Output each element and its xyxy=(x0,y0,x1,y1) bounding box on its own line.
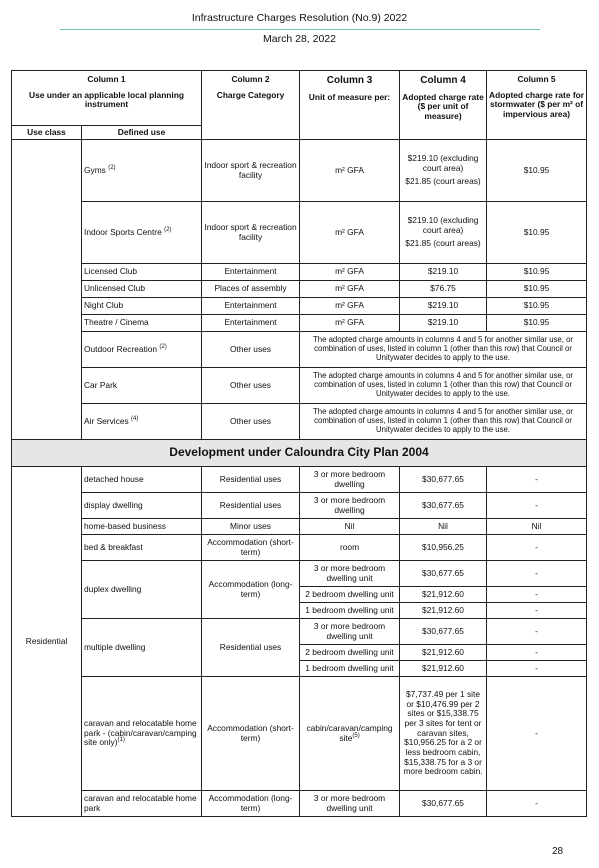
unit-cell: 3 or more bedroom dwelling xyxy=(300,467,400,493)
section-title: Development under Caloundra City Plan 2004 xyxy=(12,440,587,467)
rate-cell: $7,737.49 per 1 site or $10,476.99 per 2 sites or $15,338.75 per 3 sites for tent or caravan sites, $10,956.25 for a 2 or less bedroom cabin, $15,338.75 for a 3 or more bedroom cabin. xyxy=(400,677,487,791)
table-row xyxy=(12,140,587,202)
unit-cell: m² GFA xyxy=(300,264,400,281)
unit-cell: room xyxy=(300,535,400,561)
rate-cell: $21,912.60 xyxy=(400,661,487,677)
table-row xyxy=(12,519,587,535)
col3-title: Column 3 xyxy=(326,75,373,86)
document-header-title: Infrastructure Charges Resolution (No.9) 2022 xyxy=(191,12,408,24)
charge-category-cell: Accommodation (long-term) xyxy=(202,791,300,817)
unit-cell: m² GFA xyxy=(300,315,400,332)
charge-category-cell: Residential uses xyxy=(202,493,300,519)
col3-description: Unit of measure per: xyxy=(308,91,391,102)
defined-use-cell: caravan and relocatable home park xyxy=(82,791,202,817)
table-row xyxy=(12,332,587,368)
unit-cell: 2 bedroom dwelling unit xyxy=(300,645,400,661)
header-divider xyxy=(60,29,540,30)
defined-use-cell: display dwelling xyxy=(82,493,202,519)
rate-cell: $21,912.60 xyxy=(400,603,487,619)
defined-use-cell: home-based business xyxy=(82,519,202,535)
defined-use-cell: Licensed Club xyxy=(82,264,202,281)
table-row xyxy=(12,315,587,332)
rate-cell: $219.10 (excluding court area) $21.85 (court areas) xyxy=(400,140,487,202)
stormwater-rate-cell: - xyxy=(487,493,587,519)
table-row xyxy=(12,404,587,440)
table-row xyxy=(12,202,587,264)
defined-use-cell: bed & breakfast xyxy=(82,535,202,561)
rate-cell: $30,677.65 xyxy=(400,619,487,645)
stormwater-rate-cell: $10.95 xyxy=(487,298,587,315)
rate-cell: $21,912.60 xyxy=(400,587,487,603)
charge-category-cell: Residential uses xyxy=(202,619,300,677)
stormwater-rate-cell: $10.95 xyxy=(487,315,587,332)
stormwater-rate-cell: $10.95 xyxy=(487,140,587,202)
rate-cell: $76.75 xyxy=(400,281,487,298)
rate-cell: $10,956.25 xyxy=(400,535,487,561)
charge-category-cell: Minor uses xyxy=(202,519,300,535)
rate-cell: $21,912.60 xyxy=(400,645,487,661)
defined-use-cell: multiple dwelling xyxy=(82,619,202,677)
stormwater-rate-cell: - xyxy=(487,561,587,587)
table-row xyxy=(12,264,587,281)
charge-category-cell: Entertainment xyxy=(202,264,300,281)
col2-header xyxy=(202,71,300,140)
col1-description: Use under an applicable local planning instrument xyxy=(29,89,184,110)
note-cell: The adopted charge amounts in columns 4 and 5 for another similar use, or combination of uses, listed in column 1 (other than this row) that Council or Unitywater decides to apply to the use. xyxy=(300,368,587,404)
charge-category-cell: Entertainment xyxy=(202,298,300,315)
defined-use-header: Defined use xyxy=(82,126,202,140)
table-row xyxy=(12,281,587,298)
unit-cell: 3 or more bedroom dwelling unit xyxy=(300,561,400,587)
stormwater-rate-cell: $10.95 xyxy=(487,281,587,298)
charge-category-cell: Accommodation (short-term) xyxy=(202,535,300,561)
unit-cell: 3 or more bedroom dwelling unit xyxy=(300,791,400,817)
page-number: 28 xyxy=(552,846,564,857)
stormwater-rate-cell: $10.95 xyxy=(487,202,587,264)
unit-cell: cabin/caravan/camping site$^{(5)}$ xyxy=(300,677,400,791)
rate-cell: $219.10 xyxy=(400,315,487,332)
table-row xyxy=(12,535,587,561)
table-row xyxy=(12,561,587,587)
table-row xyxy=(12,493,587,519)
charge-category-cell: Other uses xyxy=(202,332,300,368)
unit-cell: 3 or more bedroom dwelling unit xyxy=(300,619,400,645)
col5-header xyxy=(487,71,587,140)
defined-use-cell: duplex dwelling xyxy=(82,561,202,619)
unit-cell: m² GFA xyxy=(300,140,400,202)
stormwater-rate-cell: - xyxy=(487,791,587,817)
note-cell: The adopted charge amounts in columns 4 and 5 for another similar use, or combination of uses, listed in column 1 (other than this row) that Council or Unitywater decides to apply to the use. xyxy=(300,404,587,440)
stormwater-rate-cell: - xyxy=(487,661,587,677)
col5-description: Adopted charge rate for stormwater ($ per m² of impervious area) xyxy=(489,89,584,119)
table-row xyxy=(12,298,587,315)
use-class-header: Use class xyxy=(12,126,82,140)
unit-cell: 2 bedroom dwelling unit xyxy=(300,587,400,603)
stormwater-rate-cell: - xyxy=(487,619,587,645)
table-row xyxy=(12,619,587,645)
col4-description: Adopted charge rate ($ per unit of measure) xyxy=(402,91,484,121)
table-row xyxy=(12,467,587,493)
charge-category-cell: Entertainment xyxy=(202,315,300,332)
table-row xyxy=(12,791,587,817)
defined-use-cell: Unlicensed Club xyxy=(82,281,202,298)
col2-title: Column 2 xyxy=(231,74,270,84)
charge-category-cell: Residential uses xyxy=(202,467,300,493)
use-class-cell-blank xyxy=(12,140,82,440)
col4-header xyxy=(400,71,487,140)
col2-description: Charge Category xyxy=(216,89,285,100)
charge-category-cell: Other uses xyxy=(202,404,300,440)
defined-use-cell: detached house xyxy=(82,467,202,493)
note-cell: The adopted charge amounts in columns 4 and 5 for another similar use, or combination of uses, listed in column 1 (other than this row) that Council or Unitywater decides to apply to the use. xyxy=(300,332,587,368)
stormwater-rate-cell: - xyxy=(487,645,587,661)
charges-table xyxy=(11,70,587,817)
defined-use-cell: Indoor Sports Centre $^{(2)}$ xyxy=(82,202,202,264)
rate-cell: $219.10 (excluding court area) $21.85 (court areas) xyxy=(400,202,487,264)
charge-category-cell: Other uses xyxy=(202,368,300,404)
unit-cell: Nil xyxy=(300,519,400,535)
rate-cell: $30,677.65 xyxy=(400,493,487,519)
col4-title: Column 4 xyxy=(420,75,466,86)
charge-category-cell: Indoor sport & recreation facility xyxy=(202,140,300,202)
col3-header xyxy=(300,71,400,140)
stormwater-rate-cell: - xyxy=(487,467,587,493)
defined-use-cell: Air Services $^{(4)}$ xyxy=(82,404,202,440)
col1-header xyxy=(12,71,202,126)
defined-use-cell: caravan and relocatable home park - (cabin/caravan/camping site only)$^{(1)}$ xyxy=(82,677,202,791)
table-row xyxy=(12,677,587,791)
section-row xyxy=(12,440,587,467)
col1-title: Column 1 xyxy=(87,74,126,84)
rate-cell: $219.10 xyxy=(400,298,487,315)
charge-category-cell: Accommodation (long-term) xyxy=(202,561,300,619)
defined-use-cell: Theatre / Cinema xyxy=(82,315,202,332)
charge-category-cell: Accommodation (short-term) xyxy=(202,677,300,791)
stormwater-rate-cell: - xyxy=(487,587,587,603)
stormwater-rate-cell: - xyxy=(487,535,587,561)
defined-use-cell: Car Park xyxy=(82,368,202,404)
rate-cell: $30,677.65 xyxy=(400,467,487,493)
stormwater-rate-cell: - xyxy=(487,603,587,619)
col5-title: Column 5 xyxy=(517,74,556,84)
stormwater-rate-cell: - xyxy=(487,677,587,791)
unit-cell: m² GFA xyxy=(300,202,400,264)
defined-use-cell: Gyms $^{(2)}$ xyxy=(82,140,202,202)
document-header-date: March 28, 2022 xyxy=(263,33,336,45)
stormwater-rate-cell: $10.95 xyxy=(487,264,587,281)
unit-cell: m² GFA xyxy=(300,281,400,298)
table-row xyxy=(12,368,587,404)
rate-cell: $219.10 xyxy=(400,264,487,281)
unit-cell: m² GFA xyxy=(300,298,400,315)
defined-use-cell: Outdoor Recreation $^{(2)}$ xyxy=(82,332,202,368)
rate-cell: $30,677.65 xyxy=(400,561,487,587)
rate-cell: Nil xyxy=(400,519,487,535)
unit-cell: 1 bedroom dwelling unit xyxy=(300,603,400,619)
charge-category-cell: Indoor sport & recreation facility xyxy=(202,202,300,264)
use-class-residential: Residential xyxy=(12,467,82,817)
rate-cell: $30,677.65 xyxy=(400,791,487,817)
charge-category-cell: Places of assembly xyxy=(202,281,300,298)
unit-cell: 1 bedroom dwelling unit xyxy=(300,661,400,677)
defined-use-cell: Night Club xyxy=(82,298,202,315)
unit-cell: 3 or more bedroom dwelling xyxy=(300,493,400,519)
stormwater-rate-cell: Nil xyxy=(487,519,587,535)
